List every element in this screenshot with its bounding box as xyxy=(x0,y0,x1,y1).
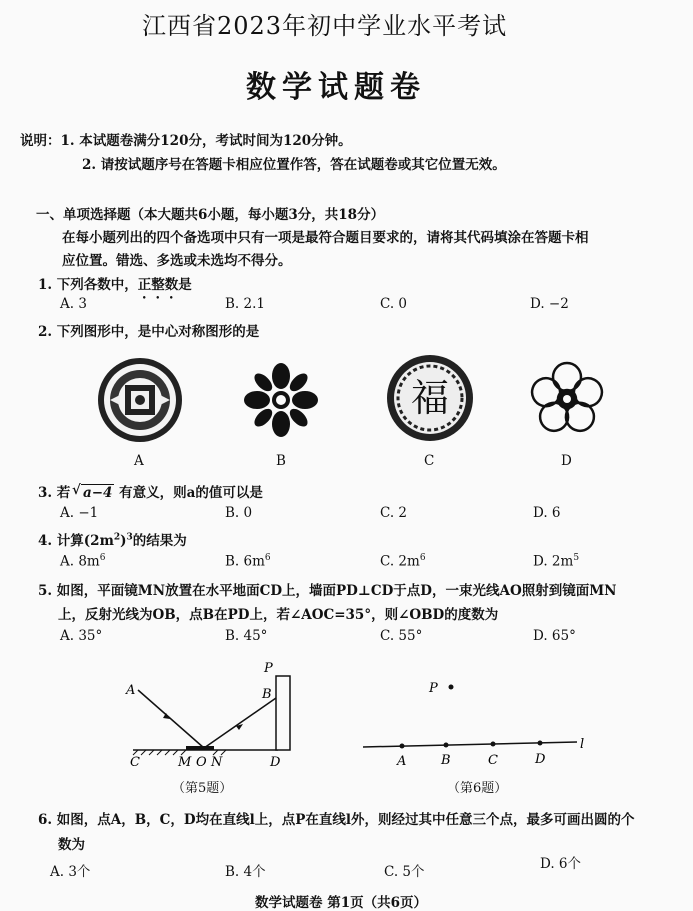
q6-option-d: D. 6个 xyxy=(540,856,582,872)
q6-option-c: C. 5个 xyxy=(384,864,425,880)
instructions xyxy=(20,129,352,149)
q5-stem-line2: 上，反射光线为OB，点B在PD上，若∠AOC=35°，则∠OBD的度数为 xyxy=(58,607,499,623)
q2-label-b: B xyxy=(276,453,286,469)
q4-stem-sup1: 2 xyxy=(113,532,121,543)
q5-figure xyxy=(118,658,308,773)
q5-point-d: D xyxy=(270,755,281,770)
instructions-lead: 说明： xyxy=(20,133,61,149)
q1-stem-emph: 正整数 xyxy=(137,277,179,293)
q1-option-c: C. 0 xyxy=(380,296,408,312)
q4-option-b: B. $6m^6$ xyxy=(225,553,271,570)
q2-label-a: A xyxy=(134,453,144,469)
q6-stem-line2: 数为 xyxy=(58,837,85,853)
q3-option-c: C. 2 xyxy=(380,505,408,521)
q2-figure-b xyxy=(238,357,324,443)
q2-figure-c-glyph: 福 xyxy=(410,376,450,420)
q3-stem-pre: 3. 若 xyxy=(38,485,71,501)
q4-stem-sup2: 3 xyxy=(126,532,133,543)
q6-option-a: A. 3个 xyxy=(50,864,91,880)
q6-stem-line1: 6. 如图，点A，B，C，D均在直线l上，点P在直线l外，则经过其中任意三个点，最多可画出圆的个 xyxy=(38,812,635,828)
q3-option-a: A. −1 xyxy=(60,505,99,521)
q6-caption: （第6题） xyxy=(447,781,508,796)
section-desc-line2: 应位置。错选、多选或未选均不得分。 xyxy=(62,253,292,269)
q6-point-a: A xyxy=(397,754,407,769)
q2-label-d: D xyxy=(561,453,572,469)
q3-radicand: a−4 xyxy=(83,485,113,501)
q6-point-d: D xyxy=(535,752,546,767)
q3-option-b: B. 0 xyxy=(225,505,253,521)
q5-option-c: C. 55° xyxy=(380,628,423,644)
q5-point-o: O xyxy=(196,755,207,770)
q2-stem: 2. 下列图形中，是中心对称图形的是 xyxy=(38,324,260,340)
q5-option-b: B. 45° xyxy=(225,628,268,644)
q1-option-a: A. 3 xyxy=(60,296,87,312)
q3-radical: √ a−4 xyxy=(72,482,113,501)
q1-stem-pre: 1. 下列各数中， xyxy=(38,277,138,293)
q3-option-d: D. 6 xyxy=(533,505,561,521)
section-heading: 一、单项选择题（本大题共6小题，每小题3分，共18分） xyxy=(36,207,385,223)
q3-stem xyxy=(38,481,263,501)
q4-option-a: A. $8m^6$ xyxy=(60,553,106,570)
q5-option-a: A. 35° xyxy=(60,628,103,644)
q6-figure xyxy=(355,672,595,772)
q2-figure-a xyxy=(95,355,185,445)
q5-caption: （第5题） xyxy=(172,781,233,796)
q1-stem-post: 是 xyxy=(178,277,192,293)
q6-point-b: B xyxy=(441,753,451,768)
q5-point-c: C xyxy=(130,755,140,770)
q4-stem xyxy=(38,529,187,549)
q2-figure-c xyxy=(385,353,475,443)
q5-stem-line1: 5. 如图，平面镜MN放置在水平地面CD上，墙面PD⊥CD于点D，一束光线AO照射到镜面MN xyxy=(38,583,617,599)
page-footer: 数学试题卷 第1页（共6页） xyxy=(255,895,427,911)
q2-label-c: C xyxy=(424,453,435,469)
q1-option-b: B. 2.1 xyxy=(225,296,265,312)
q4-stem-mid: ) xyxy=(120,533,127,549)
q5-point-m: M xyxy=(178,755,192,770)
q4-stem-post: 的结果为 xyxy=(132,533,187,549)
instruction-1: 1. 本试题卷满分120分，考试时间为120分钟。 xyxy=(60,133,352,149)
section-desc-line1: 在每小题列出的四个备选项中只有一项是最符合题目要求的，请将其代码填涂在答题卡相 xyxy=(62,230,589,246)
q6-point-c: C xyxy=(488,753,498,768)
q5-point-b: B xyxy=(262,687,272,702)
instruction-2: 2. 请按试题序号在答题卡相应位置作答，答在试题卷或其它位置无效。 xyxy=(82,157,506,173)
q4-option-c: C. $2m^6$ xyxy=(380,553,426,570)
q3-stem-post: 有意义，则a的值可以是 xyxy=(119,485,263,501)
q6-point-p: P xyxy=(429,681,438,696)
paper-subtitle: 数学试题卷 xyxy=(246,70,426,105)
exam-title: 江西省2023年初中学业水平考试 xyxy=(142,12,508,40)
q1-option-d: D. −2 xyxy=(530,296,569,312)
q5-option-d: D. 65° xyxy=(533,628,576,644)
q5-point-p: P xyxy=(264,661,273,676)
q6-line-l: l xyxy=(580,737,585,752)
q6-option-b: B. 4个 xyxy=(225,864,266,880)
q4-stem-pre: 4. 计算(2m xyxy=(38,533,114,549)
q5-point-a: A xyxy=(126,683,136,698)
q5-point-n: N xyxy=(211,755,223,770)
q4-option-d: D. $2m^5$ xyxy=(533,553,580,570)
q2-figure-d xyxy=(525,357,609,441)
